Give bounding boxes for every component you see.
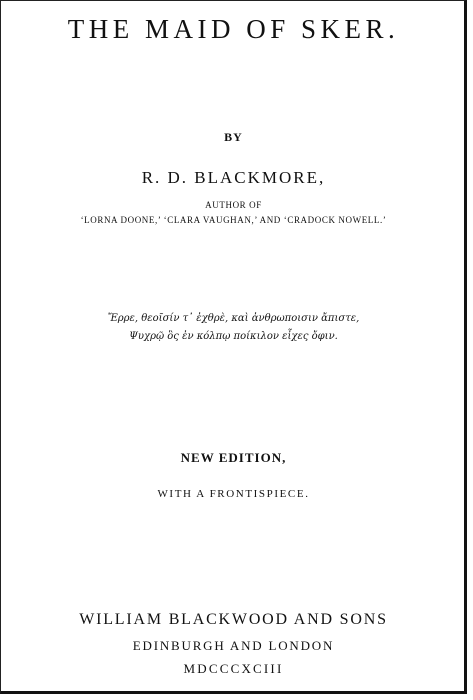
author-name: R. D. BLACKMORE,	[141, 168, 326, 187]
by-line: BY	[224, 130, 243, 144]
publication-place: EDINBURGH AND LONDON	[132, 638, 335, 653]
publication-year: MDCCCXCIII	[183, 661, 284, 676]
other-works: ‘LORNA DOONE,’ ‘CLARA VAUGHAN,’ AND ‘CRADOCK NOWELL.’	[80, 215, 387, 225]
book-title: THE MAID OF SKER.	[67, 14, 400, 44]
epigraph-line-2: Ψυχρῷ ὃς ἐν κόλπῳ ποίκιλον εἶχες ὄφιν.	[129, 331, 338, 342]
frontispiece-note: WITH A FRONTISPIECE.	[157, 488, 310, 500]
publisher-name: WILLIAM BLACKWOOD AND SONS	[79, 611, 388, 628]
epigraph-line-1: Ἔρρε, θεοῖσίν τ᾽ ἐχθρὲ, καὶ ἀνθρωποισιν ἄπιστε,	[107, 313, 360, 324]
edition-label: NEW EDITION,	[180, 450, 287, 465]
author-of-label: AUTHOR OF	[205, 200, 262, 210]
